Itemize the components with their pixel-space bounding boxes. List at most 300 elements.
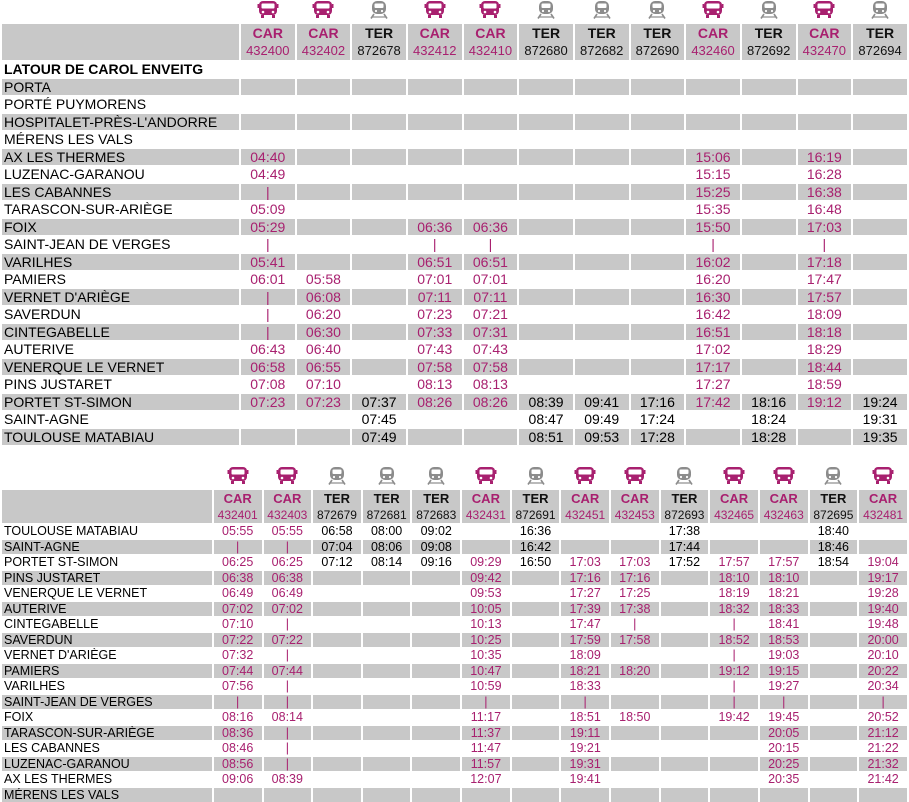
departure-time bbox=[611, 523, 659, 539]
departure-time bbox=[631, 305, 685, 323]
departure-time bbox=[352, 78, 406, 96]
departure-time bbox=[519, 288, 573, 306]
service-type-label: TER bbox=[853, 24, 907, 42]
column-icon-cell bbox=[710, 466, 758, 490]
departure-time bbox=[412, 709, 460, 725]
departure-time bbox=[297, 165, 351, 183]
departure-time: 07:43 bbox=[464, 340, 518, 358]
departure-time bbox=[512, 570, 560, 586]
departure-time bbox=[810, 632, 858, 648]
stop-name: LATOUR DE CAROL ENVEITG bbox=[2, 60, 239, 78]
departure-time bbox=[686, 130, 740, 148]
stop-name: SAINT-JEAN DE VERGES bbox=[2, 694, 212, 710]
departure-time: 16:51 bbox=[686, 323, 740, 341]
departure-time bbox=[575, 60, 629, 78]
column-icon-cell bbox=[742, 0, 796, 24]
stop-name: PORTET ST-SIMON bbox=[2, 393, 239, 411]
departure-time bbox=[575, 200, 629, 218]
service-number: 432465 bbox=[710, 507, 758, 523]
stop-row bbox=[2, 787, 907, 802]
service-type-label: CAR bbox=[611, 490, 659, 507]
departure-time bbox=[297, 78, 351, 96]
departure-time bbox=[810, 601, 858, 617]
departure-time: 17:16 bbox=[611, 570, 659, 586]
stop-row bbox=[2, 340, 907, 358]
departure-time: 19:41 bbox=[561, 771, 609, 787]
departure-time: 06:40 bbox=[297, 340, 351, 358]
stop-row bbox=[2, 323, 907, 341]
departure-time bbox=[512, 771, 560, 787]
stop-name: AUTERIVE bbox=[2, 601, 212, 617]
departure-time bbox=[853, 113, 907, 131]
departure-time: 08:14 bbox=[363, 554, 411, 570]
departure-time bbox=[408, 130, 462, 148]
departure-time: 06:49 bbox=[214, 585, 262, 601]
stop-name: CINTEGABELLE bbox=[2, 323, 239, 341]
departure-time bbox=[631, 165, 685, 183]
stop-row bbox=[2, 771, 907, 787]
departure-time bbox=[512, 632, 560, 648]
departure-time bbox=[512, 616, 560, 632]
departure-time bbox=[462, 523, 510, 539]
departure-time: 16:19 bbox=[798, 148, 852, 166]
departure-time: | bbox=[710, 694, 758, 710]
departure-time bbox=[363, 601, 411, 617]
column-icon-cell bbox=[408, 0, 462, 24]
train-icon bbox=[368, 0, 390, 19]
service-type-label: CAR bbox=[561, 490, 609, 507]
departure-time bbox=[297, 200, 351, 218]
departure-time: 18:21 bbox=[561, 663, 609, 679]
departure-time bbox=[352, 235, 406, 253]
departure-time: 20:52 bbox=[859, 709, 907, 725]
departure-time bbox=[742, 95, 796, 113]
departure-time bbox=[575, 218, 629, 236]
departure-time bbox=[464, 428, 518, 446]
departure-time bbox=[512, 585, 560, 601]
departure-time: 17:47 bbox=[561, 616, 609, 632]
departure-time bbox=[561, 539, 609, 555]
departure-time: 18:51 bbox=[561, 709, 609, 725]
train-icon bbox=[869, 0, 891, 19]
departure-time: 16:42 bbox=[686, 305, 740, 323]
departure-time: 08:26 bbox=[408, 393, 462, 411]
service-number: 872681 bbox=[363, 507, 411, 523]
departure-time bbox=[853, 253, 907, 271]
departure-time: 07:44 bbox=[214, 663, 262, 679]
departure-time: 09:42 bbox=[462, 570, 510, 586]
departure-time bbox=[464, 410, 518, 428]
departure-time: 07:58 bbox=[408, 358, 462, 376]
column-icon-cell bbox=[561, 466, 609, 490]
departure-time bbox=[408, 95, 462, 113]
departure-time bbox=[512, 725, 560, 741]
departure-time bbox=[519, 323, 573, 341]
departure-time bbox=[464, 130, 518, 148]
departure-time bbox=[631, 200, 685, 218]
stop-row bbox=[2, 663, 907, 679]
departure-time bbox=[611, 740, 659, 756]
departure-time: 08:16 bbox=[214, 709, 262, 725]
stop-row bbox=[2, 709, 907, 725]
departure-time bbox=[363, 570, 411, 586]
departure-time: 04:49 bbox=[241, 165, 295, 183]
departure-time bbox=[631, 235, 685, 253]
departure-time: 09:49 bbox=[575, 410, 629, 428]
train-icon bbox=[425, 466, 447, 485]
departure-time: 08:26 bbox=[464, 393, 518, 411]
departure-time bbox=[853, 148, 907, 166]
departure-time: 18:20 bbox=[611, 663, 659, 679]
stop-name: AX LES THERMES bbox=[2, 148, 239, 166]
departure-time bbox=[519, 375, 573, 393]
departure-time bbox=[519, 78, 573, 96]
departure-time: 18:33 bbox=[760, 601, 808, 617]
departure-time: 09:53 bbox=[575, 428, 629, 446]
departure-time: 16:42 bbox=[512, 539, 560, 555]
departure-time bbox=[512, 740, 560, 756]
departure-time: 19:31 bbox=[561, 756, 609, 772]
departure-time: 20:25 bbox=[760, 756, 808, 772]
departure-time bbox=[512, 709, 560, 725]
departure-time bbox=[611, 771, 659, 787]
departure-time: 09:06 bbox=[214, 771, 262, 787]
departure-time: 08:39 bbox=[519, 393, 573, 411]
departure-time: 18:41 bbox=[760, 616, 808, 632]
service-number: 872679 bbox=[313, 507, 361, 523]
stop-row bbox=[2, 148, 907, 166]
departure-time bbox=[631, 375, 685, 393]
departure-time: 18:28 bbox=[742, 428, 796, 446]
departure-time: 21:22 bbox=[859, 740, 907, 756]
departure-time: 08:00 bbox=[363, 523, 411, 539]
departure-time bbox=[464, 200, 518, 218]
departure-time bbox=[297, 130, 351, 148]
departure-time: | bbox=[408, 235, 462, 253]
departure-time bbox=[412, 756, 460, 772]
departure-time: 10:05 bbox=[462, 601, 510, 617]
departure-time bbox=[519, 270, 573, 288]
departure-time: 06:30 bbox=[297, 323, 351, 341]
departure-time bbox=[798, 113, 852, 131]
departure-time: 04:40 bbox=[241, 148, 295, 166]
departure-time bbox=[241, 113, 295, 131]
departure-time bbox=[519, 358, 573, 376]
departure-time: 07:43 bbox=[408, 340, 462, 358]
service-type-label: CAR bbox=[408, 24, 462, 42]
departure-time bbox=[412, 787, 460, 802]
departure-time: 19:48 bbox=[859, 616, 907, 632]
departure-time: 06:36 bbox=[464, 218, 518, 236]
departure-time bbox=[313, 585, 361, 601]
departure-time bbox=[241, 130, 295, 148]
departure-time: 17:38 bbox=[611, 601, 659, 617]
column-icon-cell bbox=[512, 466, 560, 490]
service-type-label: TER bbox=[742, 24, 796, 42]
departure-time bbox=[408, 60, 462, 78]
departure-time bbox=[742, 148, 796, 166]
stop-name: SAVERDUN bbox=[2, 632, 212, 648]
departure-time: 17:47 bbox=[798, 270, 852, 288]
departure-time bbox=[742, 130, 796, 148]
departure-time bbox=[313, 694, 361, 710]
departure-time: 08:13 bbox=[464, 375, 518, 393]
departure-time bbox=[742, 358, 796, 376]
stop-row bbox=[2, 235, 907, 253]
departure-time: | bbox=[760, 694, 808, 710]
departure-time bbox=[631, 323, 685, 341]
departure-time: | bbox=[241, 305, 295, 323]
stop-name: TOULOUSE MATABIAU bbox=[2, 523, 212, 539]
bus-icon bbox=[227, 466, 249, 485]
departure-time: 17:27 bbox=[686, 375, 740, 393]
departure-time bbox=[631, 95, 685, 113]
departure-time: | bbox=[241, 235, 295, 253]
departure-time bbox=[742, 323, 796, 341]
departure-time: 06:55 bbox=[297, 358, 351, 376]
departure-time bbox=[798, 78, 852, 96]
service-type-label: CAR bbox=[214, 490, 262, 507]
departure-time bbox=[412, 694, 460, 710]
departure-time: | bbox=[241, 183, 295, 201]
departure-time: 16:38 bbox=[798, 183, 852, 201]
departure-time: 06:51 bbox=[408, 253, 462, 271]
service-number: 872683 bbox=[412, 507, 460, 523]
departure-time bbox=[661, 756, 709, 772]
column-icon-cell bbox=[575, 0, 629, 24]
departure-time bbox=[352, 305, 406, 323]
departure-time: 07:23 bbox=[297, 393, 351, 411]
bus-icon bbox=[872, 466, 894, 485]
departure-time bbox=[686, 95, 740, 113]
departure-time bbox=[412, 570, 460, 586]
departure-time bbox=[313, 616, 361, 632]
departure-time: 19:17 bbox=[859, 570, 907, 586]
departure-time bbox=[742, 218, 796, 236]
service-type-label: TER bbox=[363, 490, 411, 507]
departure-time: 08:13 bbox=[408, 375, 462, 393]
departure-time bbox=[631, 60, 685, 78]
departure-time bbox=[241, 78, 295, 96]
departure-time bbox=[313, 601, 361, 617]
departure-time: | bbox=[464, 235, 518, 253]
departure-time: 11:17 bbox=[462, 709, 510, 725]
departure-time: 18:21 bbox=[760, 585, 808, 601]
departure-time: 08:36 bbox=[214, 725, 262, 741]
departure-time bbox=[519, 340, 573, 358]
departure-time bbox=[313, 709, 361, 725]
stop-name: CINTEGABELLE bbox=[2, 616, 212, 632]
departure-time bbox=[742, 340, 796, 358]
stop-name: VERNET D'ARIÈGE bbox=[2, 288, 239, 306]
departure-time: 06:43 bbox=[241, 340, 295, 358]
departure-time bbox=[631, 253, 685, 271]
stop-row bbox=[2, 554, 907, 570]
departure-time bbox=[512, 694, 560, 710]
departure-time bbox=[575, 340, 629, 358]
header-type-row bbox=[2, 24, 907, 42]
column-icon-cell bbox=[519, 0, 573, 24]
departure-time: 18:16 bbox=[742, 393, 796, 411]
departure-time: 17:25 bbox=[611, 585, 659, 601]
departure-time bbox=[661, 694, 709, 710]
departure-time bbox=[464, 113, 518, 131]
departure-time: 06:01 bbox=[241, 270, 295, 288]
service-type-label: TER bbox=[631, 24, 685, 42]
departure-time bbox=[810, 678, 858, 694]
departure-time: | bbox=[264, 539, 312, 555]
departure-time bbox=[661, 740, 709, 756]
departure-time bbox=[798, 428, 852, 446]
stop-row bbox=[2, 183, 907, 201]
departure-time: 19:11 bbox=[561, 725, 609, 741]
departure-time: 06:51 bbox=[464, 253, 518, 271]
departure-time bbox=[853, 60, 907, 78]
departure-time bbox=[363, 709, 411, 725]
service-type-label: CAR bbox=[760, 490, 808, 507]
departure-time bbox=[742, 183, 796, 201]
bus-icon bbox=[773, 466, 795, 485]
departure-time bbox=[352, 148, 406, 166]
departure-time bbox=[810, 616, 858, 632]
departure-time bbox=[686, 60, 740, 78]
departure-time: 06:20 bbox=[297, 305, 351, 323]
header-icon-row bbox=[2, 466, 907, 490]
header-number-row bbox=[2, 507, 907, 523]
departure-time bbox=[611, 694, 659, 710]
departure-time bbox=[412, 601, 460, 617]
bus-icon bbox=[624, 466, 646, 485]
departure-time: 17:58 bbox=[611, 632, 659, 648]
service-type-label: CAR bbox=[710, 490, 758, 507]
departure-time bbox=[631, 340, 685, 358]
departure-time bbox=[297, 148, 351, 166]
departure-time: 18:32 bbox=[710, 601, 758, 617]
departure-time bbox=[408, 183, 462, 201]
departure-time bbox=[575, 148, 629, 166]
departure-time bbox=[352, 323, 406, 341]
departure-time bbox=[798, 60, 852, 78]
service-number: 872690 bbox=[631, 42, 685, 60]
departure-time bbox=[742, 60, 796, 78]
departure-time bbox=[631, 183, 685, 201]
departure-time: 07:37 bbox=[352, 393, 406, 411]
departure-time bbox=[631, 130, 685, 148]
departure-time: 06:38 bbox=[264, 570, 312, 586]
departure-time bbox=[313, 771, 361, 787]
departure-time bbox=[363, 585, 411, 601]
departure-time: 07:11 bbox=[408, 288, 462, 306]
stop-row bbox=[2, 756, 907, 772]
departure-time bbox=[363, 740, 411, 756]
column-icon-cell bbox=[853, 0, 907, 24]
stop-row bbox=[2, 113, 907, 131]
departure-time bbox=[575, 235, 629, 253]
departure-time: 17:16 bbox=[631, 393, 685, 411]
departure-time: 20:00 bbox=[859, 632, 907, 648]
stop-row bbox=[2, 632, 907, 648]
column-icon-cell bbox=[363, 466, 411, 490]
departure-time bbox=[859, 539, 907, 555]
stop-row bbox=[2, 410, 907, 428]
departure-time bbox=[810, 647, 858, 663]
departure-time bbox=[512, 756, 560, 772]
column-icon-cell bbox=[686, 0, 740, 24]
departure-time bbox=[519, 130, 573, 148]
departure-time bbox=[297, 183, 351, 201]
stop-name: MÉRENS LES VALS bbox=[2, 787, 212, 802]
service-number: 432401 bbox=[214, 507, 262, 523]
stop-name: FOIX bbox=[2, 709, 212, 725]
departure-time: 17:57 bbox=[798, 288, 852, 306]
departure-time bbox=[313, 663, 361, 679]
stop-row bbox=[2, 60, 907, 78]
departure-time: 19:21 bbox=[561, 740, 609, 756]
service-type-label: TER bbox=[575, 24, 629, 42]
departure-time bbox=[686, 428, 740, 446]
departure-time: 16:36 bbox=[512, 523, 560, 539]
departure-time: | bbox=[710, 616, 758, 632]
departure-time bbox=[352, 270, 406, 288]
stop-name: TARASCON-SUR-ARIÈGE bbox=[2, 725, 212, 741]
departure-time: 08:56 bbox=[214, 756, 262, 772]
departure-time: 05:58 bbox=[297, 270, 351, 288]
departure-time bbox=[363, 663, 411, 679]
departure-time: 06:25 bbox=[214, 554, 262, 570]
stop-row bbox=[2, 305, 907, 323]
stop-name: PORTA bbox=[2, 78, 239, 96]
service-number: 872693 bbox=[661, 507, 709, 523]
departure-time bbox=[241, 60, 295, 78]
departure-time bbox=[297, 218, 351, 236]
departure-time: 09:08 bbox=[412, 539, 460, 555]
departure-time bbox=[352, 165, 406, 183]
departure-time bbox=[611, 678, 659, 694]
departure-time bbox=[810, 585, 858, 601]
departure-time: 19:40 bbox=[859, 601, 907, 617]
departure-time: 18:44 bbox=[798, 358, 852, 376]
departure-time bbox=[412, 632, 460, 648]
departure-time: 15:15 bbox=[686, 165, 740, 183]
train-icon bbox=[326, 466, 348, 485]
service-number: 432451 bbox=[561, 507, 609, 523]
service-type-label: TER bbox=[519, 24, 573, 42]
departure-time: | bbox=[462, 694, 510, 710]
departure-time bbox=[561, 523, 609, 539]
departure-time bbox=[363, 632, 411, 648]
departure-time bbox=[412, 725, 460, 741]
departure-time bbox=[810, 756, 858, 772]
departure-time bbox=[313, 725, 361, 741]
departure-time: 07:21 bbox=[464, 305, 518, 323]
departure-time bbox=[575, 113, 629, 131]
departure-time: 20:22 bbox=[859, 663, 907, 679]
departure-time: 05:29 bbox=[241, 218, 295, 236]
departure-time bbox=[363, 771, 411, 787]
departure-time bbox=[853, 165, 907, 183]
departure-time bbox=[859, 787, 907, 802]
departure-time bbox=[810, 709, 858, 725]
departure-time bbox=[760, 787, 808, 802]
departure-time bbox=[352, 113, 406, 131]
service-number: 872691 bbox=[512, 507, 560, 523]
departure-time bbox=[462, 539, 510, 555]
departure-time: 17:16 bbox=[561, 570, 609, 586]
departure-time: 18:59 bbox=[798, 375, 852, 393]
departure-time: 09:29 bbox=[462, 554, 510, 570]
departure-time: 05:41 bbox=[241, 253, 295, 271]
departure-time bbox=[519, 113, 573, 131]
